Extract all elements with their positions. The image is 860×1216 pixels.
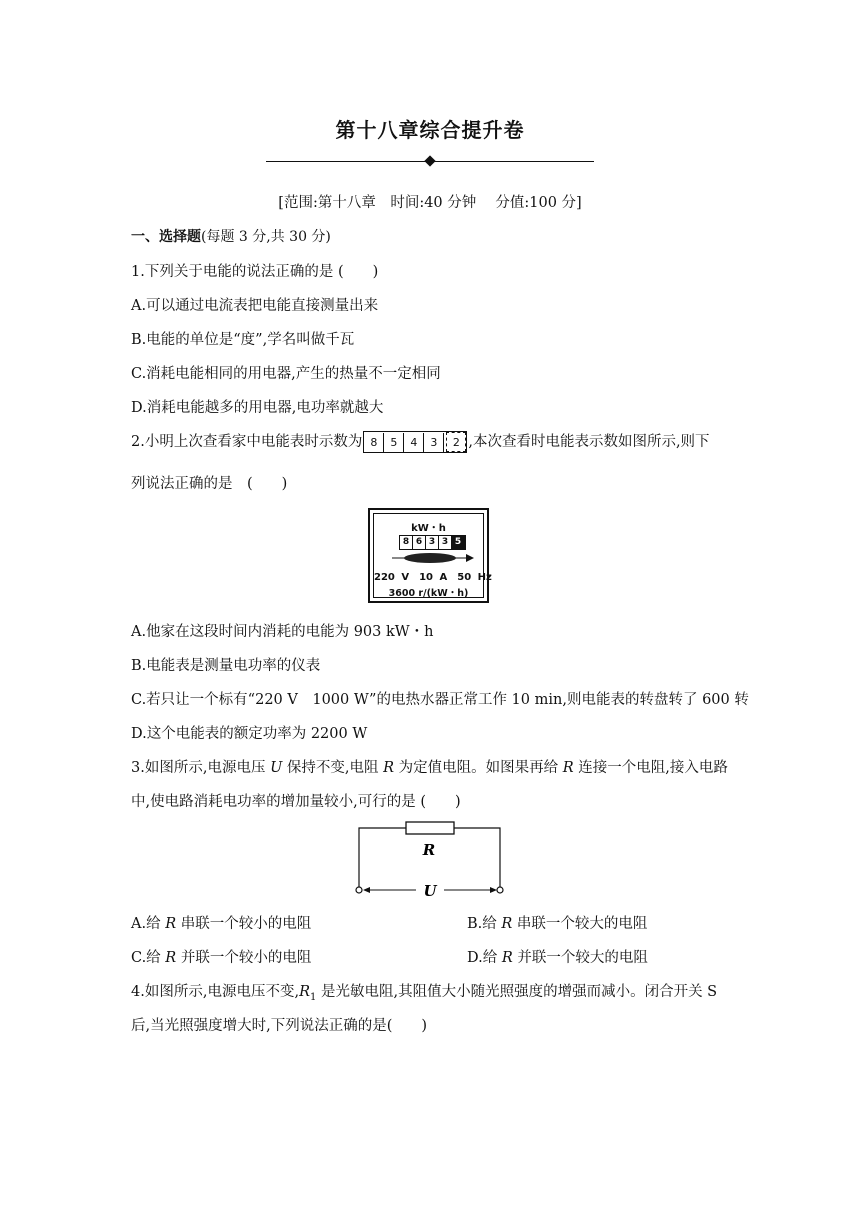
- meter-digit: 3: [439, 536, 452, 549]
- question-4-stem-line2: 后,当光照强度增大时,下列说法正确的是( ): [131, 1018, 428, 1034]
- exam-range-line: [范围:第十八章 时间:40 分钟 分值:100 分]: [278, 195, 582, 211]
- question-2-option-d: D.这个电能表的额定功率为 2200 W: [131, 726, 368, 742]
- inline-decimal-digit: 2: [446, 432, 466, 452]
- meter-digit: 3: [426, 536, 439, 549]
- question-1-option-b: B.电能的单位是“度”,学名叫做千瓦: [131, 332, 355, 348]
- question-4-stem: [131, 980, 717, 1003]
- inline-digit: 5: [384, 433, 404, 453]
- question-1-option-d: D.消耗电能越多的用电器,电功率就越大: [131, 400, 384, 416]
- q3-text: 3.如图所示,电源电压: [131, 760, 271, 776]
- question-2-stem-line2: 列说法正确的是 ( ): [131, 476, 288, 492]
- q3-var-r: R: [562, 760, 574, 776]
- option-text: D.给: [467, 950, 502, 966]
- q3-var-r: R: [501, 950, 513, 966]
- resistor-label: R: [422, 841, 436, 859]
- question-2-stem-start: 2.小明上次查看家中电能表时示数为: [131, 434, 363, 450]
- q3-var-u: U: [270, 760, 283, 776]
- q4-subscript: 1: [309, 991, 317, 1003]
- meter-decimal-digit: 5: [452, 536, 465, 549]
- divider-diamond-icon: [424, 155, 435, 166]
- q4-text: 4.如图所示,电源电压不变,: [131, 984, 300, 1000]
- inline-digit: 3: [424, 433, 444, 453]
- question-3-option-b: [467, 912, 647, 933]
- q3-var-r: R: [501, 916, 513, 932]
- meter-digit: 8: [400, 536, 413, 549]
- question-3-option-d: [467, 946, 648, 967]
- inline-meter-reading: [363, 431, 467, 453]
- q4-var-r: R: [299, 984, 310, 1000]
- option-text: B.给: [467, 916, 502, 932]
- option-text: 串联一个较大的电阻: [512, 916, 648, 932]
- meter-spec: 220 V 10 A 50 Hz: [374, 572, 492, 583]
- question-2-option-a: A.他家在这段时间内消耗的电能为 903 kW・h: [131, 624, 434, 640]
- inline-digit: 8: [364, 433, 384, 453]
- q3-text: 为定值电阻。如图果再给: [394, 760, 563, 776]
- option-text: A.给: [131, 916, 166, 932]
- q3-text: 保持不变,电阻: [282, 760, 384, 776]
- inline-digit: 4: [404, 433, 424, 453]
- option-text: 并联一个较小的电阻: [176, 950, 312, 966]
- circuit-diagram: [354, 818, 506, 902]
- question-2-stem-end: ,本次查看时电能表示数如图所示,则下: [468, 434, 710, 450]
- question-3-stem: [131, 756, 728, 777]
- question-3-option-c: [131, 946, 311, 967]
- section-heading: [131, 226, 331, 246]
- question-1-stem: 1.下列关于电能的说法正确的是 ( ): [131, 264, 379, 280]
- question-2-option-b: B.电能表是测量电功率的仪表: [131, 658, 321, 674]
- question-3-stem-line2: 中,使电路消耗电功率的增加量较小,可行的是 ( ): [131, 794, 461, 810]
- option-text: 并联一个较大的电阻: [512, 950, 648, 966]
- energy-meter-figure: [368, 508, 492, 603]
- q3-var-r: R: [165, 916, 177, 932]
- section-note: (每题 3 分,共 30 分): [201, 229, 331, 245]
- voltage-label: U: [423, 882, 437, 900]
- q3-var-r: R: [383, 760, 395, 776]
- question-2-stem: [131, 430, 710, 453]
- q3-var-r: R: [165, 950, 177, 966]
- section-title: 一、选择题: [131, 229, 201, 245]
- meter-disc-icon: [390, 552, 474, 564]
- meter-unit: kW・h: [411, 523, 446, 534]
- question-2-option-c: C.若只让一个标有“220 V 1000 W”的电热水器正常工作 10 min,则电能表的转盘转了 600 转: [131, 692, 749, 708]
- q3-text: 连接一个电阻,接入电路: [573, 760, 728, 776]
- meter-digit: 6: [413, 536, 426, 549]
- meter-reading: [399, 535, 466, 550]
- question-3-option-a: [131, 912, 311, 933]
- question-1-option-c: C.消耗电能相同的用电器,产生的热量不一定相同: [131, 366, 441, 382]
- meter-revolutions: 3600 r/(kW・h): [388, 588, 469, 599]
- option-text: C.给: [131, 950, 166, 966]
- q4-text: 是光敏电阻,其阻值大小随光照强度的增强而减小。闭合开关 S: [316, 984, 718, 1000]
- option-text: 串联一个较小的电阻: [176, 916, 312, 932]
- question-1-option-a: A.可以通过电流表把电能直接测量出来: [131, 298, 379, 314]
- page-title: 第十八章综合提升卷: [335, 118, 525, 142]
